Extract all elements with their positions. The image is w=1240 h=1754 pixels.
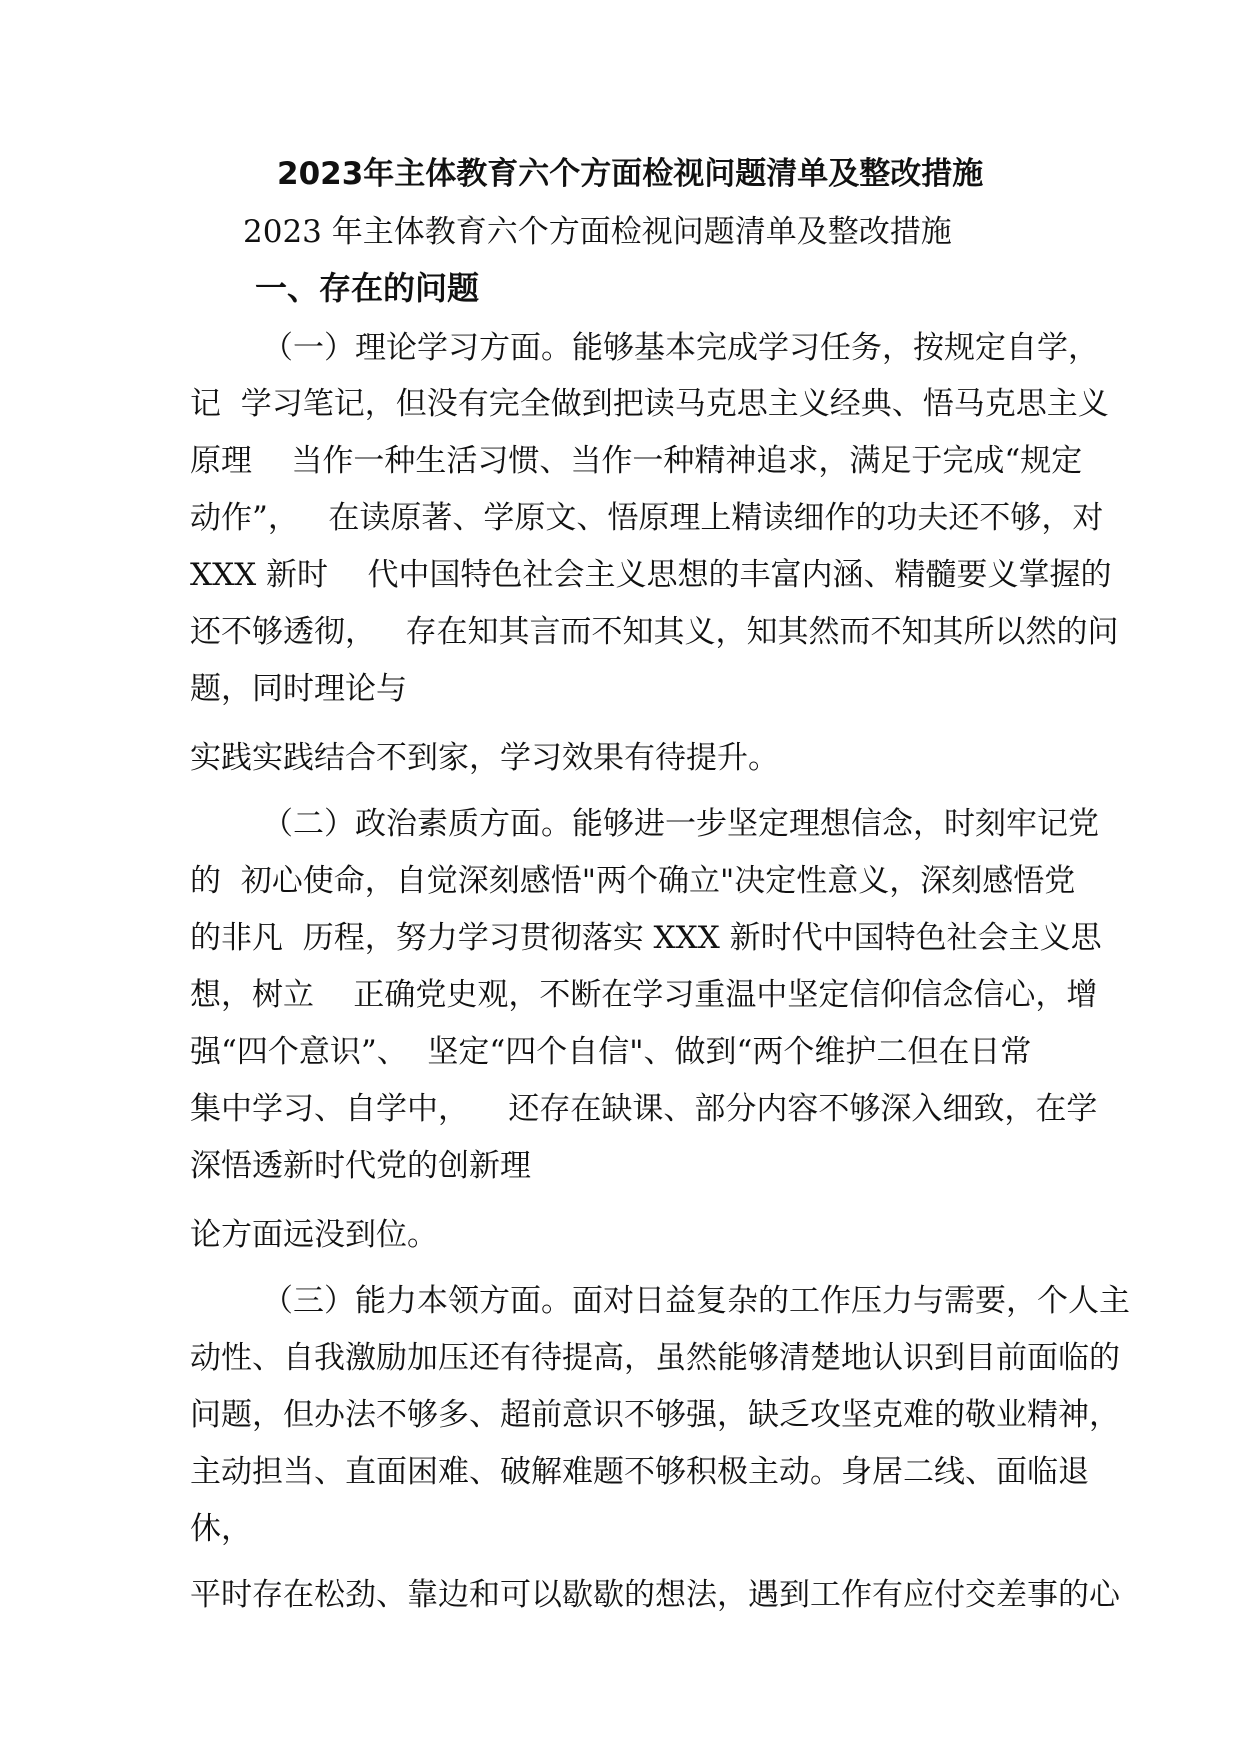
section-heading: 一、存在的问题 bbox=[255, 269, 480, 307]
paragraph-line: （一）理论学习方面。能够基本完成学习任务，按规定自学， bbox=[262, 330, 1099, 366]
paragraph-line: 记 学习笔记，但没有完全做到把读马克思主义经典、悟马克思主义 bbox=[190, 386, 1109, 422]
paragraph-line: 深悟透新时代党的创新理 bbox=[190, 1148, 531, 1184]
paragraph-line: 集中学习、自学中， 还存在缺课、部分内容不够深入细致，在学 bbox=[190, 1091, 1098, 1127]
paragraph-line: 的 初心使命，自觉深刻感悟"两个确立"决定性意义，深刻感悟党 bbox=[190, 863, 1076, 899]
paragraph-line: 动作”， 在读原著、学原文、悟原理上精读细作的功夫还不够，对 bbox=[190, 500, 1104, 536]
paragraph-line: 还不够透彻， 存在知其言而不知其义，知其然而不知其所以然的问 bbox=[190, 614, 1119, 650]
paragraph-line: 强“四个意识”、 坚定“四个自信"、做到“两个维护二但在日常 bbox=[190, 1034, 1032, 1070]
paragraph-line: 论方面远没到位。 bbox=[190, 1217, 438, 1253]
paragraph-line: XXX 新时 代中国特色社会主义思想的丰富内涵、精髓要义掌握的 bbox=[190, 557, 1112, 593]
document-subtitle: 2023 年主体教育六个方面检视问题清单及整改措施 bbox=[243, 214, 952, 250]
document-title: 2023年主体教育六个方面检视问题清单及整改措施 bbox=[277, 156, 984, 192]
paragraph-line: 问题，但办法不够多、超前意识不够强，缺乏攻坚克难的敬业精神， bbox=[190, 1397, 1120, 1433]
paragraph-line: 原理 当作一种生活习惯、当作一种精神追求，满足于完成“规定 bbox=[190, 443, 1083, 479]
paragraph-line: （三）能力本领方面。面对日益复杂的工作压力与需要，个人主 bbox=[262, 1283, 1130, 1319]
paragraph-line: 休， bbox=[190, 1511, 252, 1547]
paragraph-line: 的非凡 历程，努力学习贯彻落实 XXX 新时代中国特色社会主义思 bbox=[190, 920, 1102, 956]
paragraph-line: 主动担当、直面困难、破解难题不够积极主动。身居二线、面临退 bbox=[190, 1454, 1089, 1490]
paragraph-line: 动性、自我激励加压还有待提高，虽然能够清楚地认识到目前面临的 bbox=[190, 1340, 1120, 1376]
paragraph-line: 平时存在松劲、靠边和可以歇歇的想法，遇到工作有应付交差事的心 bbox=[190, 1577, 1120, 1613]
paragraph-line: 题，同时理论与 bbox=[190, 671, 407, 707]
paragraph-line: 想，树立 正确党史观，不断在学习重温中坚定信仰信念信心，增 bbox=[190, 977, 1098, 1013]
paragraph-line: 实践实践结合不到家，学习效果有待提升。 bbox=[190, 740, 779, 776]
paragraph-line: （二）政治素质方面。能够进一步坚定理想信念，时刻牢记党 bbox=[262, 806, 1099, 842]
